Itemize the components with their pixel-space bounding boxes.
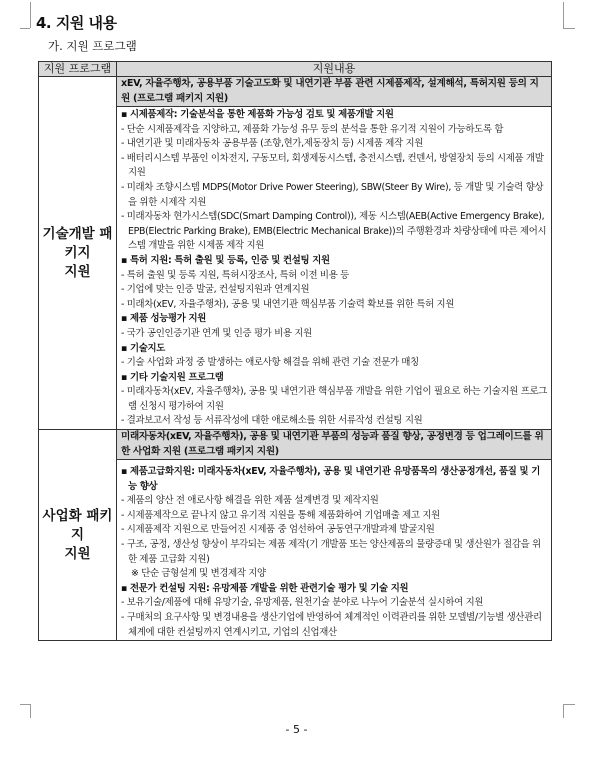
list-item: - 구조, 공정, 생산성 향상이 부각되는 제품 제작(기 개발품 또는 양산제품의 물량증대 및 생산원가 절감을 위한 제품 고급화 지원) <box>121 539 541 565</box>
crop-mark-top-right-v <box>563 2 564 28</box>
label-line: 사업화 패키지 <box>42 507 113 543</box>
row-details-tech-package <box>117 107 552 430</box>
crop-mark-bottom-right-h <box>563 704 575 705</box>
list-item: ▪ 기타 기술지원 프로그램 <box>121 371 224 383</box>
table-header-row <box>39 62 552 77</box>
list-item: - 특허 출원 및 등록 지원, 특허시장조사, 특허 이전 비용 등 <box>121 269 349 281</box>
list-item: ▪ 시제품제작: 기술분석을 통한 제품화 가능성 검토 및 제품개발 지원 <box>121 109 394 120</box>
list-item: - 결과보고서 작성 등 서류작성에 대한 애로해소를 위한 서류작성 컨설팅 지원 <box>121 415 423 427</box>
list-item: - 구매처의 요구사항 및 변경내용을 생산기업에 반영하여 체계적인 이력관리를 위한 모델별/기능별 생산관리 체계에 대한 컨설팅까지 연계시키고, 기업의 신업재산 <box>121 612 542 638</box>
list-item: - 기술 사업화 과정 중 발생하는 애로사항 해결을 위해 관련 기술 전문가 매칭 <box>121 357 419 369</box>
row-label-tech-package <box>39 77 117 430</box>
crop-mark-bottom-left-h <box>20 704 30 705</box>
row-summary-commercial-package: 미래자동차(xEV, 자율주행차), 공용 및 내연기관 부품의 성능과 품질 향상, 공정변경 등 업그레이드를 위한 사업화 지원 (프로그램 패키지 지원) <box>117 430 552 460</box>
list-item: - 보유기술/제품에 대해 유망기술, 유망제품, 원천기술 분야로 나누어 기술분석 실시하여 지원 <box>121 597 484 609</box>
list-item: - 제품의 양산 전 애로사항 해결을 위한 제품 설계변경 및 제작지원 <box>121 495 379 507</box>
crop-mark-bottom-left-v <box>30 704 31 718</box>
list-item: - 단순 시제품제작을 지양하고, 제품화 가능성 유무 등의 분석을 통한 유기적 지원이 가능하도록 함 <box>121 123 504 135</box>
page-number: - 5 - <box>285 723 308 736</box>
list-item: - 국가 공인인증기관 연계 및 인증 평가 비용 지원 <box>121 327 312 339</box>
row-label-commercial-package <box>39 430 117 641</box>
table-row <box>39 430 552 460</box>
crop-mark-bottom-right-v <box>563 704 564 718</box>
crop-mark-top-right-h <box>563 28 575 29</box>
list-item: - 시제품제작 지원으로 만들어진 시제품 중 엄선하여 공동연구개발과제 발굴지원 <box>121 524 435 536</box>
label-line: 지원 <box>64 263 91 280</box>
header-program: 지원 프로그램 <box>39 62 117 77</box>
list-item: - 기업에 맞는 인증 발굴, 컨설팅지원과 연계지원 <box>121 284 310 296</box>
row-details-commercial-package <box>117 460 552 641</box>
header-content: 지원내용 <box>117 62 552 77</box>
list-item: - 내연기관 및 미래자동차 공용부품 (조향,현가,제동장치 등) 시제품 제작 지원 <box>121 138 423 150</box>
list-item: ▪ 전문가 컨설팅 지원: 유망제품 개발을 위한 관련기술 평가 및 기술 지원 <box>121 582 409 594</box>
list-item: - 시제품제작으로 끝나지 않고 유기적 지원을 통해 제품화하여 기업매출 제고 지원 <box>121 509 440 521</box>
crop-mark-top-left-h <box>20 28 30 29</box>
list-item: - 미래자동차 현가시스템(SDC(Smart Damping Control)), 제동 시스템(AEB(Active Emergency Brake), EPB(Electric Parking Brake), EMB(Electric Mechanical Brake))의 주행환경과 차량상태에 따른 제어시스템 개발을 위한 시제품 제작 지원 <box>121 211 547 252</box>
crop-mark-top-left-v <box>30 2 31 28</box>
list-item: ▪ 특허 지원: 특허 출원 및 등록, 인증 및 컨설팅 지원 <box>121 254 330 266</box>
list-item: - 미래자동차(xEV, 자율주행차), 공용 및 내연기관 핵심부품 개발을 위한 기업이 필요로 하는 기술지원 프로그램 신청시 평가하여 지원 <box>121 386 547 412</box>
list-item: ▪ 제품 성능평가 지원 <box>121 313 206 325</box>
list-item: ▪ 기술지도 <box>121 342 166 354</box>
sub-title: 가. 지원 프로그램 <box>48 39 137 53</box>
list-item-note: ※ 단순 금형설계 및 변경제작 지양 <box>131 568 266 580</box>
label-line: 지원 <box>64 545 91 562</box>
list-item: - 미래차(xEV, 자율주행차), 공용 및 내연기관 핵심부품 기술력 확보를 위한 특허 지원 <box>121 298 455 310</box>
list-item: - 배터리시스템 부품인 이차전지, 구동모터, 회생제동시스템, 충전시스템, 컨덴서, 방열장치 등의 시제품 개발지원 <box>121 152 544 179</box>
table-row <box>39 77 552 107</box>
row-summary-tech-package: xEV, 자율주행차, 공용부품 기술고도화 및 내연기관 부품 관련 시제품제작, 설계해석, 특허지원 등의 지원 (프로그램 패키지 지원) <box>117 77 552 107</box>
section-title: 4. 지원 내용 <box>36 14 117 32</box>
list-item: - 미래차 조향시스템 MDPS(Motor Drive Power Steering), SBW(Steer By Wire), 등 개발 및 기술력 향상을 위한 시제작 지원 <box>121 181 544 208</box>
label-line: 기술개발 패키지 <box>42 225 113 261</box>
support-program-table <box>38 61 552 641</box>
list-item: ▪ 제품고급화지원: 미래자동차(xEV, 자율주행차), 공용 및 내연기관 유망품목의 생산공정개선, 품질 및 기능 향상 <box>121 466 540 492</box>
